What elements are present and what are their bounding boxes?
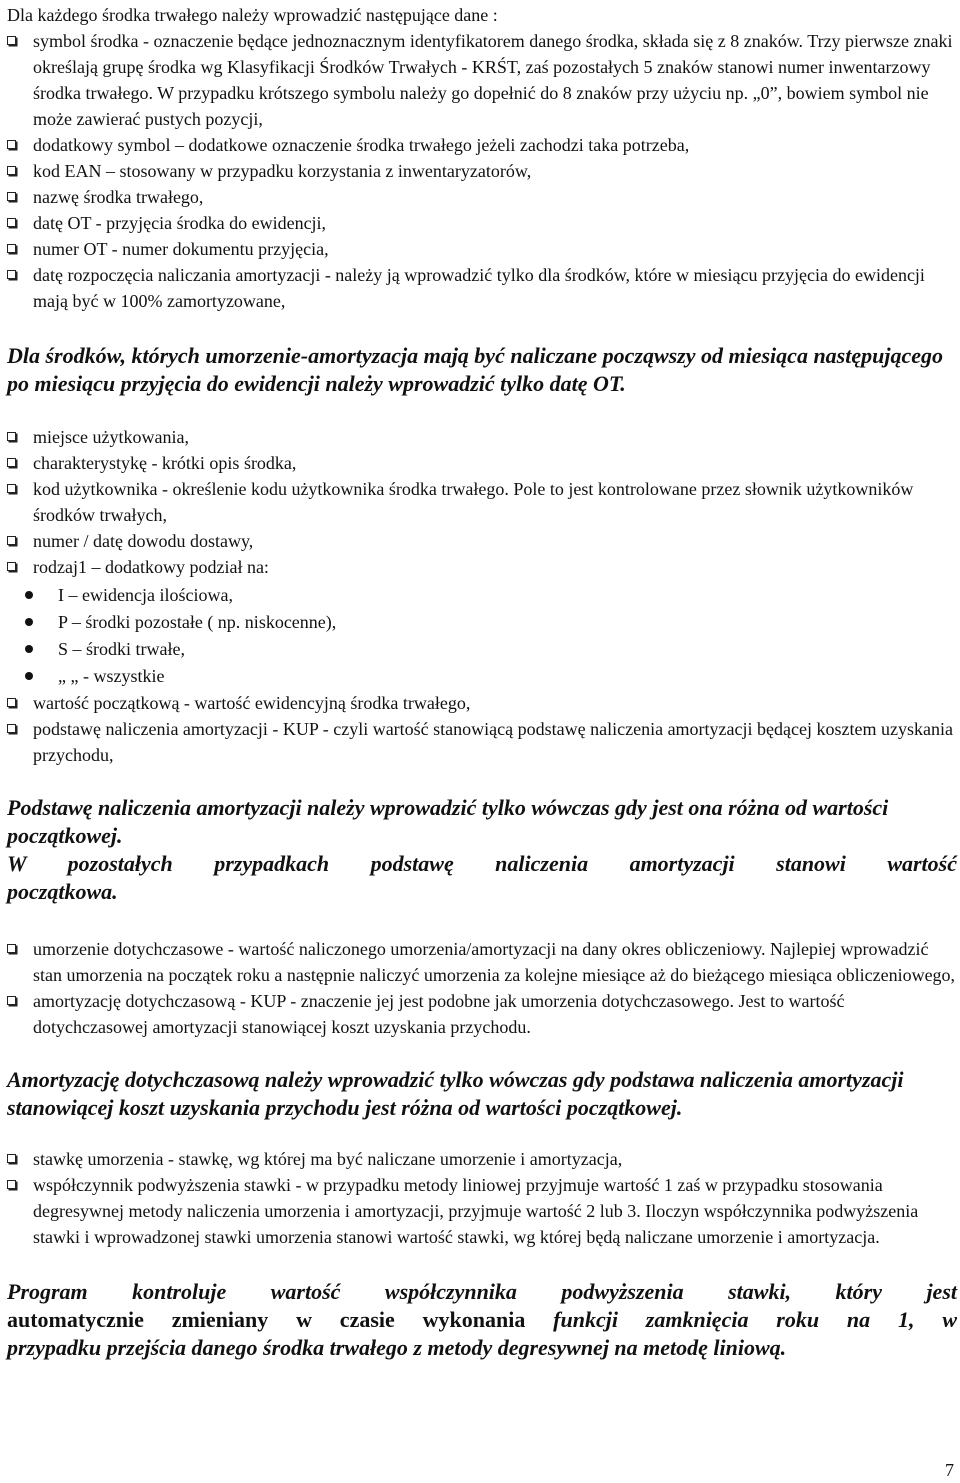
note-coefficient-line-2 <box>7 1306 957 1334</box>
note-depreciation-base: Podstawę naliczenia amortyzacji należy wprowadzić tylko wówczas gdy jest ona różna od wartości początkowej. <box>7 795 889 848</box>
list-item: S – środki trwałe, <box>7 636 957 663</box>
checkbox-bullet-icon <box>7 432 16 441</box>
checkbox-bullet-icon <box>7 1180 16 1189</box>
list-item: stawkę umorzenia - stawkę, wg której ma być naliczane umorzenie i amortyzacja, <box>7 1146 957 1172</box>
checkbox-bullet-icon <box>7 996 16 1005</box>
note-coefficient-line-2-normal: automatycznie zmieniany w czasie wykonania <box>7 1307 554 1332</box>
list-item: kod EAN – stosowany w przypadku korzystania z inwentaryzatorów, <box>7 158 957 184</box>
note-past-amortization: Amortyzację dotychczasową należy wprowadzić tylko wówczas gdy podstawa naliczenia amortyzacji stanowiącej koszt uzyskania przychodu jest różna od wartości początkowej. <box>7 1067 904 1120</box>
list-item: kod użytkownika - określenie kodu użytkownika środka trwałego. Pole to jest kontrolowane przez słownik użytkowników środków trwałych, <box>7 476 957 528</box>
list-item: umorzenie dotychczasowe - wartość naliczonego umorzenia/amortyzacji na dany okres obliczeniowy. Najlepiej wprowadzić stan umorzenia na początek roku a następnie naliczyć umorzenia za kolejne miesiące aż do bieżącego miesiąca obliczeniowego, <box>7 936 957 988</box>
fields-list-2 <box>7 424 957 580</box>
list-item: miejsce użytkowania, <box>7 424 957 450</box>
checkbox-bullet-icon <box>7 562 16 571</box>
checkbox-bullet-icon <box>7 218 16 227</box>
checkbox-bullet-icon <box>7 192 16 201</box>
list-item: amortyzację dotychczasową - KUP - znaczenie jej jest podobne jak umorzenia dotychczasowego. Jest to wartość dotychczasowej amortyzacji stanowiącej koszt uzyskania przychodu. <box>7 988 957 1040</box>
list-item: podstawę naliczenia amortyzacji - KUP - czyli wartość stanowiącą podstawę naliczenia amortyzacji będącej kosztem uzyskania przychodu, <box>7 716 957 768</box>
fields-list-5 <box>7 1146 957 1250</box>
list-item: P – środki pozostałe ( np. niskocenne), <box>7 609 957 636</box>
round-bullet-icon <box>25 618 33 626</box>
list-item: I – ewidencja ilościowa, <box>7 582 957 609</box>
checkbox-bullet-icon <box>7 244 16 253</box>
list-item: rodzaj1 – dodatkowy podział na: <box>7 554 957 580</box>
note-depreciation-base-other-line-2: początkowa. <box>7 879 118 904</box>
round-bullet-icon <box>25 645 33 653</box>
checkbox-bullet-icon <box>7 166 16 175</box>
list-item: symbol środka - oznaczenie będące jednoznacznym identyfikatorem danego środka, składa się z 8 znaków. Trzy pierwsze znaki określają grupę środka wg Klasyfikacji Środków Trwałych - KRŚT, zaś pozostałych 5 znaków stanowi numer inwentarzowy środka trwałego. W przypadku krótszego symbolu należy go dopełnić do 8 znaków przy użyciu np. „0”, bowiem symbol nie może zawierać pustych pozycji, <box>7 28 957 132</box>
checkbox-bullet-icon <box>7 944 16 953</box>
fields-list-1 <box>7 28 957 314</box>
checkbox-bullet-icon <box>7 724 16 733</box>
checkbox-bullet-icon <box>7 536 16 545</box>
list-item: charakterystykę - krótki opis środka, <box>7 450 957 476</box>
list-item: wartość początkową - wartość ewidencyjną środka trwałego, <box>7 690 957 716</box>
list-item: współczynnik podwyższenia stawki - w przypadku metody liniowej przyjmuje wartość 1 zaś w przypadku stosowania degresywnej metody naliczenia umorzenia i amortyzacji, przyjmuje wartość 2 lub 3. Iloczyn współczynnika podwyższenia stawki i wprowadzonej stawki umorzenia stanowi wartość stawki, wg której będą naliczane umorzenie i amortyzacja. <box>7 1172 957 1250</box>
list-item: numer / datę dowodu dostawy, <box>7 528 957 554</box>
fields-list-3 <box>7 690 957 768</box>
list-item: numer OT - numer dokumentu przyjęcia, <box>7 236 957 262</box>
checkbox-bullet-icon <box>7 484 16 493</box>
note-coefficient-line-3: przypadku przejścia danego środka trwałego z metody degresywnej na metodę liniową. <box>7 1335 787 1360</box>
list-item: datę OT - przyjęcia środka do ewidencji, <box>7 210 957 236</box>
round-bullet-icon <box>25 591 33 599</box>
note-depreciation-base-other-line-1: W pozostałych przypadkach podstawę naliczenia amortyzacji stanowi wartość <box>7 851 957 876</box>
checkbox-bullet-icon <box>7 1154 16 1163</box>
checkbox-bullet-icon <box>7 140 16 149</box>
round-bullet-icon <box>25 672 33 680</box>
note-ot-date: Dla środków, których umorzenie-amortyzacja mają być naliczane począwszy od miesiąca następującego po miesiącu przyjęcia do ewidencji należy wprowadzić tylko datę OT. <box>7 343 943 396</box>
checkbox-bullet-icon <box>7 698 16 707</box>
list-item: „ „ - wszystkie <box>7 663 957 690</box>
note-coefficient-line-1: Program kontroluje wartość współczynnika podwyższenia stawki, który jest <box>7 1279 957 1304</box>
intro-text: Dla każdego środka trwałego należy wprowadzić następujące dane : <box>7 5 498 25</box>
category-sublist <box>7 582 957 690</box>
list-item: nazwę środka trwałego, <box>7 184 957 210</box>
checkbox-bullet-icon <box>7 458 16 467</box>
document-page <box>7 0 957 1362</box>
checkbox-bullet-icon <box>7 36 16 45</box>
page-number: 7 <box>945 1460 954 1480</box>
list-item: datę rozpoczęcia naliczania amortyzacji - należy ją wprowadzić tylko dla środków, które w miesiącu przyjęcia do ewidencji mają być w 100% zamortyzowane, <box>7 262 957 314</box>
checkbox-bullet-icon <box>7 270 16 279</box>
fields-list-4 <box>7 936 957 1040</box>
list-item: dodatkowy symbol – dodatkowe oznaczenie środka trwałego jeżeli zachodzi taka potrzeba, <box>7 132 957 158</box>
note-coefficient-line-2-italic: funkcji zamknięcia roku na 1, w <box>553 1307 957 1332</box>
